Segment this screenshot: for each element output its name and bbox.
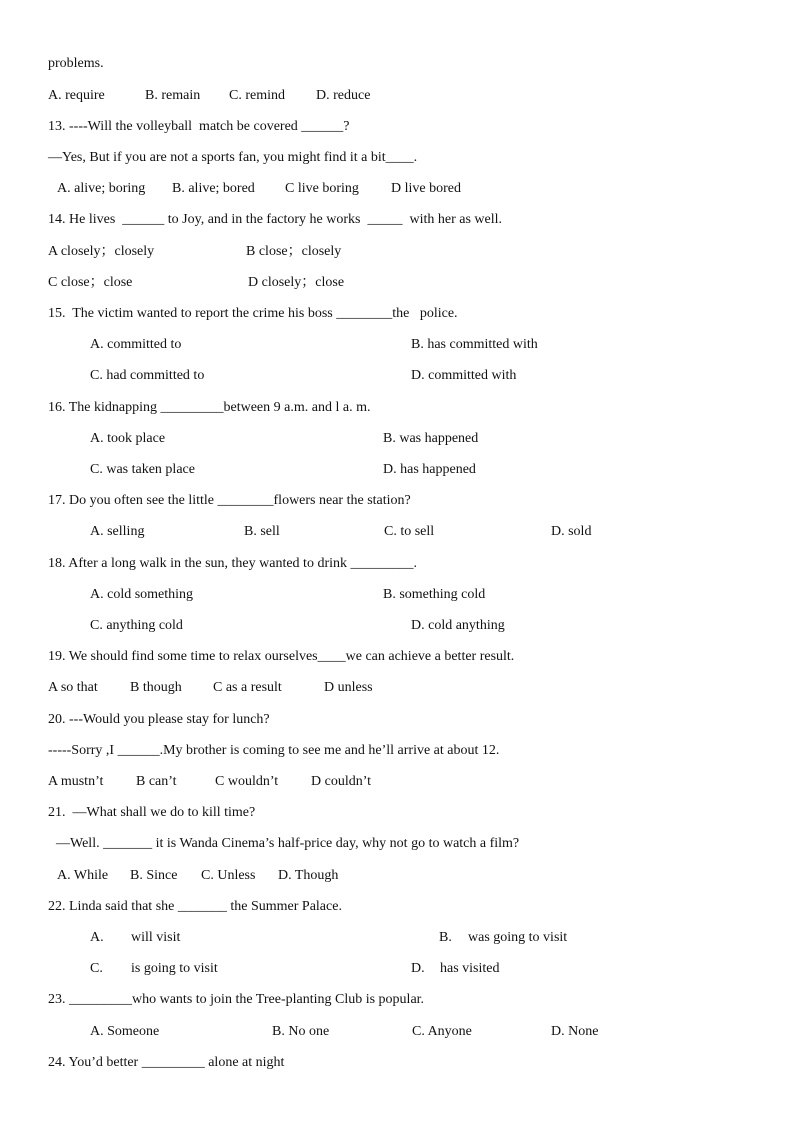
q20-option-a: A mustn’t	[48, 774, 104, 789]
q22-option-b-text: was going to visit	[468, 930, 568, 945]
q22-option-a-text: will visit	[131, 930, 181, 945]
q21-option-c: C. Unless	[201, 868, 256, 883]
q21-option-a: A. While	[57, 868, 109, 883]
q13-option-a: A. alive; boring	[57, 181, 146, 196]
q17-option-b: B. sell	[244, 524, 280, 539]
q16-option-c: C. was taken place	[90, 462, 195, 477]
q22-option-a-letter: A.	[90, 930, 104, 945]
line-27	[0, 866, 794, 886]
line-22	[0, 710, 794, 730]
q17-option-d: D. sold	[551, 524, 592, 539]
line-16	[0, 522, 794, 542]
q14-option-b: B close；closely	[246, 244, 342, 259]
q16-option-b: B. was happened	[383, 431, 479, 446]
line-04	[0, 148, 794, 168]
line-01	[0, 54, 794, 74]
q20-option-c: C wouldn’t	[215, 774, 279, 789]
q21-option-d: D. Though	[278, 868, 339, 883]
line-07	[0, 242, 794, 262]
line-29	[0, 928, 794, 948]
line-30	[0, 959, 794, 979]
q23-stem: 23. _________who wants to join the Tree-planting Club is popular.	[48, 992, 425, 1007]
q20-option-d: D couldn’t	[311, 774, 372, 789]
q16-stem: 16. The kidnapping _________between 9 a.m. and l a. m.	[48, 400, 371, 415]
line-03	[0, 117, 794, 137]
q12-option-d: D. reduce	[316, 88, 371, 103]
line-14	[0, 460, 794, 480]
line-15	[0, 491, 794, 511]
q13-option-c: C live boring	[285, 181, 359, 196]
q24-stem: 24. You’d better _________ alone at night	[48, 1055, 285, 1070]
q14-stem: 14. He lives ______ to Joy, and in the factory he works _____ with her as well.	[48, 212, 503, 227]
q16-option-a: A. took place	[90, 431, 166, 446]
line-33	[0, 1053, 794, 1073]
line-24	[0, 772, 794, 792]
q18-option-d: D. cold anything	[411, 618, 505, 633]
q13-option-b: B. alive; bored	[172, 181, 255, 196]
q14-option-a: A closely；closely	[48, 244, 155, 259]
line-06	[0, 210, 794, 230]
q19-option-b: B though	[130, 680, 182, 695]
q13-dialogue: —Yes, But if you are not a sports fan, you might find it a bit____.	[48, 150, 418, 165]
q22-option-b-letter: B.	[439, 930, 452, 945]
line-20	[0, 647, 794, 667]
q22-option-d-letter: D.	[411, 961, 425, 976]
q22-option-c-text: is going to visit	[131, 961, 218, 976]
q18-option-b: B. something cold	[383, 587, 486, 602]
q22-stem: 22. Linda said that she _______ the Summer Palace.	[48, 899, 342, 914]
q13-stem: 13. ----Will the volleyball match be covered ______?	[48, 119, 350, 134]
line-08	[0, 273, 794, 293]
q19-option-d: D unless	[324, 680, 373, 695]
q12-stem-end: problems.	[48, 56, 104, 71]
q18-option-a: A. cold something	[90, 587, 194, 602]
q22-option-d-text: has visited	[440, 961, 500, 976]
line-11	[0, 366, 794, 386]
line-02	[0, 86, 794, 106]
q18-stem: 18. After a long walk in the sun, they wanted to drink _________.	[48, 556, 417, 571]
line-21	[0, 678, 794, 698]
line-05	[0, 179, 794, 199]
q15-stem: 15. The victim wanted to report the crime his boss ________the police.	[48, 306, 458, 321]
q17-option-c: C. to sell	[384, 524, 435, 539]
q23-option-c: C. Anyone	[412, 1024, 472, 1039]
q14-option-d: D closely；close	[248, 275, 345, 290]
line-17	[0, 554, 794, 574]
line-19	[0, 616, 794, 636]
q22-option-c-letter: C.	[90, 961, 103, 976]
line-18	[0, 585, 794, 605]
q21-stem: 21. —What shall we do to kill time?	[48, 805, 256, 820]
line-10	[0, 335, 794, 355]
q23-option-b: B. No one	[272, 1024, 330, 1039]
q12-option-b: B. remain	[145, 88, 201, 103]
q16-option-d: D. has happened	[383, 462, 476, 477]
q13-option-d: D live bored	[391, 181, 461, 196]
q20-dialogue: -----Sorry ,I ______.My brother is coming to see me and he’ll arrive at about 12.	[48, 743, 500, 758]
q15-option-c: C. had committed to	[90, 368, 205, 383]
line-23	[0, 741, 794, 761]
q15-option-a: A. committed to	[90, 337, 182, 352]
line-13	[0, 429, 794, 449]
line-28	[0, 897, 794, 917]
q19-option-c: C as a result	[213, 680, 282, 695]
line-09	[0, 304, 794, 324]
q20-stem: 20. ---Would you please stay for lunch?	[48, 712, 270, 727]
q14-option-c: C close；close	[48, 275, 133, 290]
q23-option-d: D. None	[551, 1024, 599, 1039]
line-31	[0, 990, 794, 1010]
q15-option-b: B. has committed with	[411, 337, 538, 352]
q12-option-a: A. require	[48, 88, 105, 103]
q17-stem: 17. Do you often see the little ________flowers near the station?	[48, 493, 411, 508]
q15-option-d: D. committed with	[411, 368, 517, 383]
line-26	[0, 834, 794, 854]
q20-option-b: B can’t	[136, 774, 177, 789]
q17-option-a: A. selling	[90, 524, 145, 539]
line-32	[0, 1022, 794, 1042]
q21-dialogue: —Well. _______ it is Wanda Cinema’s half-price day, why not go to watch a film?	[56, 836, 520, 851]
line-12	[0, 398, 794, 418]
q19-option-a: A so that	[48, 680, 98, 695]
q12-option-c: C. remind	[229, 88, 285, 103]
q19-stem: 19. We should find some time to relax ourselves____we can achieve a better result.	[48, 649, 515, 664]
line-25	[0, 803, 794, 823]
q21-option-b: B. Since	[130, 868, 178, 883]
q23-option-a: A. Someone	[90, 1024, 160, 1039]
q18-option-c: C. anything cold	[90, 618, 183, 633]
